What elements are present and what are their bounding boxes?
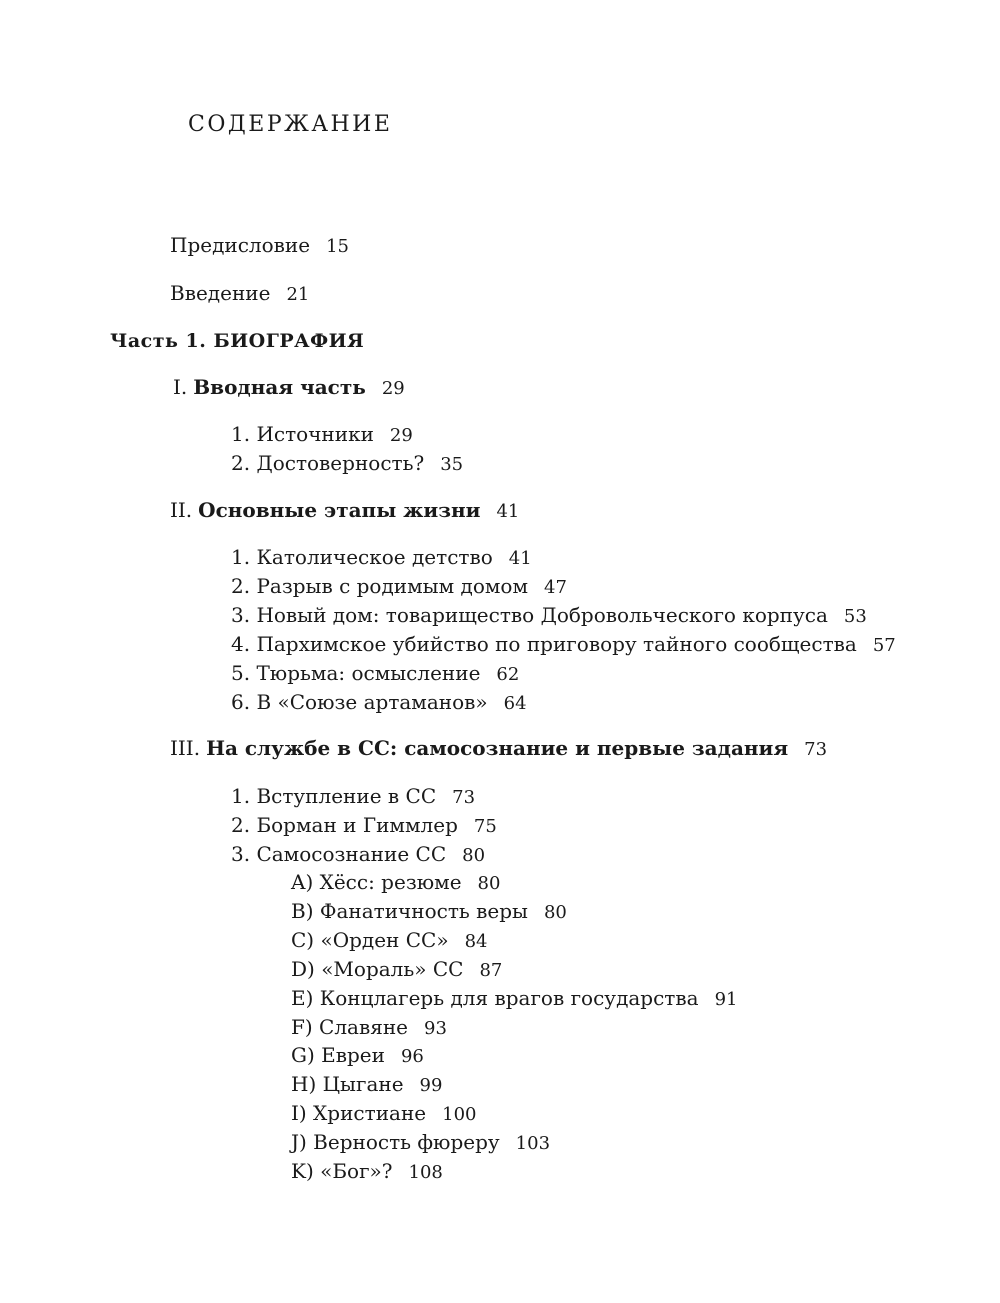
toc-item[interactable] bbox=[231, 450, 463, 478]
chapter-number: I. bbox=[173, 375, 188, 399]
toc-subitem-title: A) Хёсс: резюме bbox=[291, 870, 462, 894]
toc-page-number: 84 bbox=[464, 931, 488, 952]
toc-chapter-2[interactable] bbox=[170, 497, 519, 525]
toc-subitem[interactable] bbox=[291, 956, 502, 984]
toc-page-number: 80 bbox=[477, 873, 501, 894]
toc-page-number: 99 bbox=[419, 1075, 443, 1096]
toc-page-number: 80 bbox=[462, 845, 486, 866]
toc-page-number: 108 bbox=[408, 1162, 443, 1183]
toc-entry-preface[interactable] bbox=[170, 232, 349, 260]
toc-page-number: 73 bbox=[804, 739, 828, 760]
toc-item[interactable] bbox=[231, 689, 527, 717]
toc-item-title: 5. Тюрьма: осмысление bbox=[231, 661, 481, 685]
toc-subitem[interactable] bbox=[291, 1071, 442, 1099]
toc-item-title: 2. Достоверность? bbox=[231, 451, 425, 475]
toc-subitem[interactable] bbox=[291, 1129, 550, 1157]
toc-item[interactable] bbox=[231, 544, 532, 572]
toc-page-number: 75 bbox=[473, 816, 497, 837]
toc-page-number: 87 bbox=[479, 960, 503, 981]
toc-item-title: 2. Борман и Гиммлер bbox=[231, 813, 458, 837]
toc-subitem[interactable] bbox=[291, 898, 567, 926]
toc-entry-title: Введение bbox=[170, 281, 271, 305]
chapter-title: Вводная часть bbox=[193, 375, 366, 399]
toc-subitem-title: G) Евреи bbox=[291, 1043, 385, 1067]
toc-page-number: 93 bbox=[424, 1018, 447, 1039]
toc-page-number: 80 bbox=[543, 902, 567, 923]
toc-page-number: 41 bbox=[496, 501, 520, 522]
toc-item-title: 3. Новый дом: товарищество Добровольческого корпуса bbox=[231, 603, 828, 627]
toc-page-number: 103 bbox=[515, 1133, 551, 1154]
toc-item-title: 2. Разрыв с родимым домом bbox=[231, 574, 529, 598]
toc-page-number: 57 bbox=[872, 635, 896, 656]
toc-page-number: 73 bbox=[452, 787, 476, 808]
toc-page-number: 64 bbox=[503, 693, 527, 714]
toc-item-title: 4. Пархимское убийство по приговору тайного сообщества bbox=[231, 632, 857, 656]
toc-item[interactable] bbox=[231, 660, 519, 688]
toc-item-title: 1. Вступление в СС bbox=[231, 784, 437, 808]
toc-page-number: 100 bbox=[442, 1104, 477, 1125]
toc-item-title: 6. В «Союзе артаманов» bbox=[231, 690, 488, 714]
toc-page-number: 62 bbox=[496, 664, 520, 685]
toc-subitem-title: E) Концлагерь для врагов государства bbox=[291, 986, 699, 1010]
toc-page-number: 53 bbox=[843, 606, 867, 627]
toc-item-title: 1. Католическое детство bbox=[231, 545, 493, 569]
toc-page-number: 91 bbox=[714, 989, 738, 1010]
toc-page-number: 15 bbox=[326, 236, 350, 257]
toc-subitem-title: H) Цыгане bbox=[291, 1072, 404, 1096]
toc-entry-intro[interactable] bbox=[170, 280, 309, 308]
toc-chapter-3[interactable] bbox=[170, 735, 827, 763]
toc-page-number: 29 bbox=[389, 425, 413, 446]
toc-page-number: 29 bbox=[381, 378, 405, 399]
toc-subitem[interactable] bbox=[291, 1158, 443, 1186]
toc-subitem[interactable] bbox=[291, 985, 737, 1013]
toc-subitem-title: K) «Бог»? bbox=[291, 1159, 393, 1183]
toc-subitem-title: I) Христиане bbox=[291, 1101, 427, 1125]
toc-item-title: 3. Самосознание СС bbox=[231, 842, 447, 866]
toc-subitem[interactable] bbox=[291, 869, 500, 897]
chapter-title: Основные этапы жизни bbox=[198, 498, 481, 522]
toc-item[interactable] bbox=[231, 421, 413, 449]
toc-chapter-1[interactable] bbox=[173, 374, 405, 402]
toc-subitem[interactable] bbox=[291, 1042, 424, 1070]
toc-page-number: 41 bbox=[508, 548, 532, 569]
toc-item[interactable] bbox=[231, 841, 485, 869]
chapter-number: III. bbox=[170, 736, 201, 760]
toc-page-number: 47 bbox=[544, 577, 567, 598]
toc-subitem-title: D) «Мораль» СС bbox=[291, 957, 464, 981]
chapter-number: II. bbox=[170, 498, 193, 522]
toc-subitem[interactable] bbox=[291, 927, 487, 955]
toc-item[interactable] bbox=[231, 602, 867, 630]
toc-subitem-title: B) Фанатичность веры bbox=[291, 899, 528, 923]
toc-part-heading[interactable] bbox=[110, 327, 364, 354]
toc-page-number: 21 bbox=[286, 284, 310, 305]
toc-page-number: 35 bbox=[440, 454, 464, 475]
chapter-title: На службе в СС: самосознание и первые задания bbox=[206, 736, 789, 760]
toc-item[interactable] bbox=[231, 631, 896, 659]
toc-item[interactable] bbox=[231, 812, 497, 840]
toc-item[interactable] bbox=[231, 573, 567, 601]
toc-subitem-title: J) Верность фюреру bbox=[291, 1130, 500, 1154]
toc-subitem-title: F) Славяне bbox=[291, 1015, 409, 1039]
toc-subitem[interactable] bbox=[291, 1014, 447, 1042]
part-title: Часть 1. БИОГРАФИЯ bbox=[110, 330, 365, 352]
toc-subitem[interactable] bbox=[291, 1100, 476, 1128]
toc-item[interactable] bbox=[231, 783, 475, 811]
toc-subitem-title: C) «Орден СС» bbox=[291, 928, 449, 952]
toc-entry-title: Предисловие bbox=[170, 233, 311, 257]
toc-page-number: 96 bbox=[400, 1046, 424, 1067]
page-title: СОДЕРЖАНИЕ bbox=[188, 112, 393, 137]
toc-item-title: 1. Источники bbox=[231, 422, 374, 446]
